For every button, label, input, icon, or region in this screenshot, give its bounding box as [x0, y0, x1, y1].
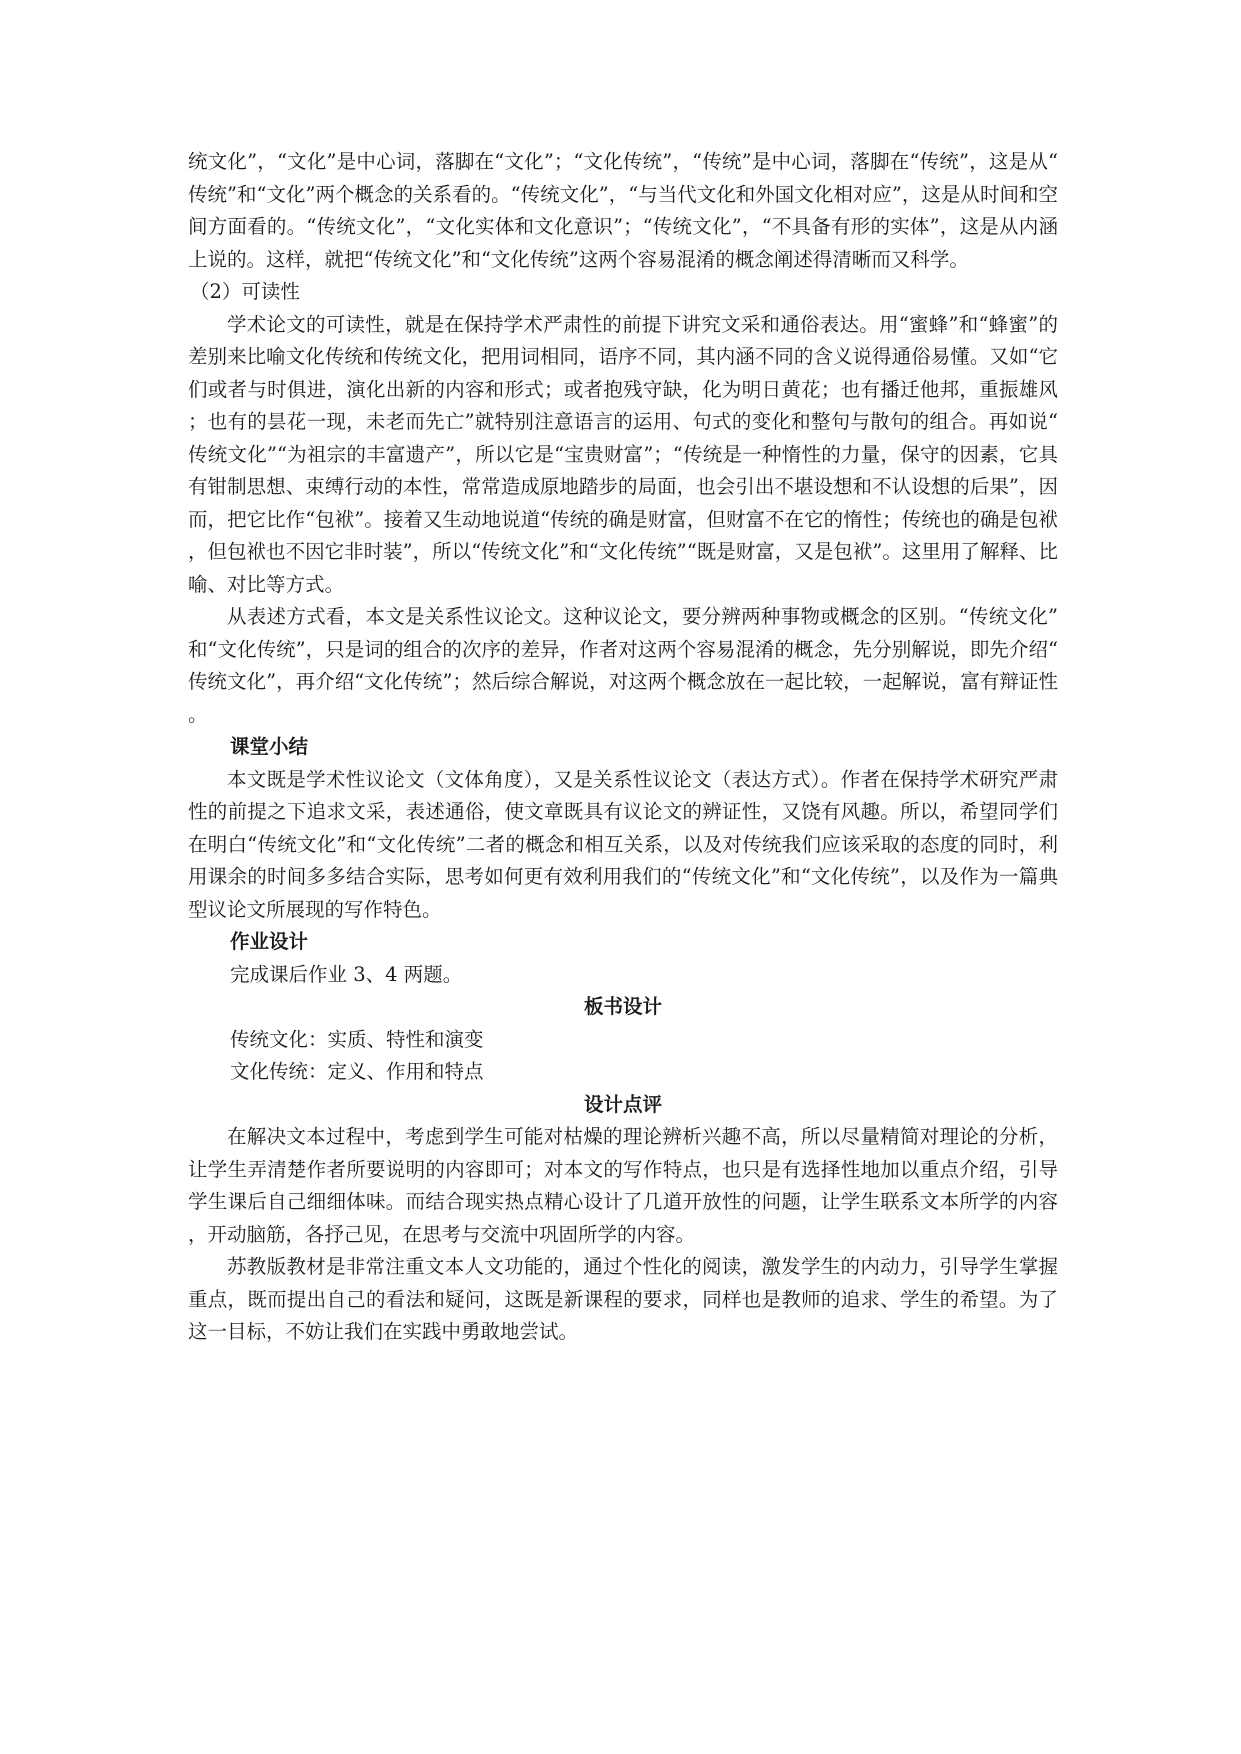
- heading-homework: 作业设计: [230, 930, 309, 953]
- paragraph-design-review-1: 在解决文本过程中，考虑到学生可能对枯燥的理论辨析兴趣不高，所以尽量精简对理论的分析，让学生弄清楚作者所要说明的内容即可；对本文的写作特点，也只是有选择性地加以重点介绍，引导学生课后自己细细体味。而结合现实热点精心设计了几道开放性的问题，让学生联系文本所学的内容，开动脑筋，各抒己见，在思考与交流中巩固所学的内容。: [188, 1125, 1058, 1246]
- paragraph-class-summary: 本文既是学术性议论文（文体角度），又是关系性议论文（表达方式）。作者在保持学术研究严肃性的前提之下追求文采，表述通俗，使文章既具有议论文的辨证性，又饶有风趣。所以，希望同学们在明白“传统文化”和“文化传统”二者的概念和相互关系，以及对传统我们应该采取的态度的同时，利用课余的时间多多结合实际，思考如何更有效利用我们的“传统文化”和“文化传统”，以及作为一篇典型议论文所展现的写作特色。: [188, 767, 1058, 921]
- paragraph-expression-mode: 从表述方式看，本文是关系性议论文。这种议论文，要分辨两种事物或概念的区别。“传统文化”和“文化传统”，只是词的组合的次序的差异，作者对这两个容易混淆的概念，先分别解说，即先介绍“传统文化”，再介绍“文化传统”；然后综合解说，对这两个概念放在一起比较，一起解说，富有辩证性。: [188, 605, 1058, 726]
- paragraph-design-review-2: 苏教版教材是非常注重文本人文功能的，通过个性化的阅读，激发学生的内动力，引导学生掌握重点，既而提出自己的看法和疑问，这既是新课程的要求，同样也是教师的追求、学生的希望。为了这一目标，不妨让我们在实践中勇敢地尝试。: [188, 1255, 1058, 1343]
- paragraph-readability: 学术论文的可读性，就是在保持学术严肃性的前提下讲究文采和通俗表达。用“蜜蜂”和“蜂蜜”的差别来比喻文化传统和传统文化，把用词相同，语序不同，其内涵不同的含义说得通俗易懂。又如“它们或者与时俱进，演化出新的内容和形式；或者抱残守缺，化为明日黄花；也有播迁他邦，重振雄风；也有的昙花一现，未老而先亡”就特别注意语言的运用、句式的变化和整句与散句的组合。再如说“传统文化”“为祖宗的丰富遗产”，所以它是“宝贵财富”；“传统是一种惰性的力量，保守的因素，它具有钳制思想、束缚行动的本性，常常造成原地踏步的局面，也会引出不堪设想和不认设想的后果”，因而，把它比作“包袱”。接着又生动地说道“传统的确是财富，但财富不在它的惰性；传统也的确是包袱，但包袱也不因它非时装”，所以“传统文化”和“文化传统”“既是财富，又是包袱”。这里用了解释、比喻、对比等方式。: [188, 312, 1058, 596]
- board-line-cultural-tradition: 文化传统：定义、作用和特点: [230, 1060, 484, 1083]
- homework-text: 完成课后作业 3、4 两题。: [230, 962, 463, 986]
- heading-board-design: 板书设计: [583, 995, 662, 1018]
- paragraph-concept-analysis: 统文化”，“文化”是中心词，落脚在“文化”；“文化传统”，“传统”是中心词，落脚在“传统”，这是从“传统”和“文化”两个概念的关系看的。“传统文化”，“与当代文化和外国文化相对应”，这是从时间和空间方面看的。“传统文化”，“文化实体和文化意识”；“传统文化”，“不具备有形的实体”，这是从内涵上说的。这样，就把“传统文化”和“文化传统”这两个容易混淆的概念阐述得清晰而又科学。: [188, 150, 1058, 271]
- heading-design-review: 设计点评: [583, 1092, 662, 1116]
- subheading-readability: （2）可读性: [190, 280, 300, 303]
- board-line-traditional-culture: 传统文化：实质、特性和演变: [230, 1027, 484, 1051]
- document-page: [188, 146, 1058, 1349]
- heading-class-summary: 课堂小结: [230, 735, 309, 758]
